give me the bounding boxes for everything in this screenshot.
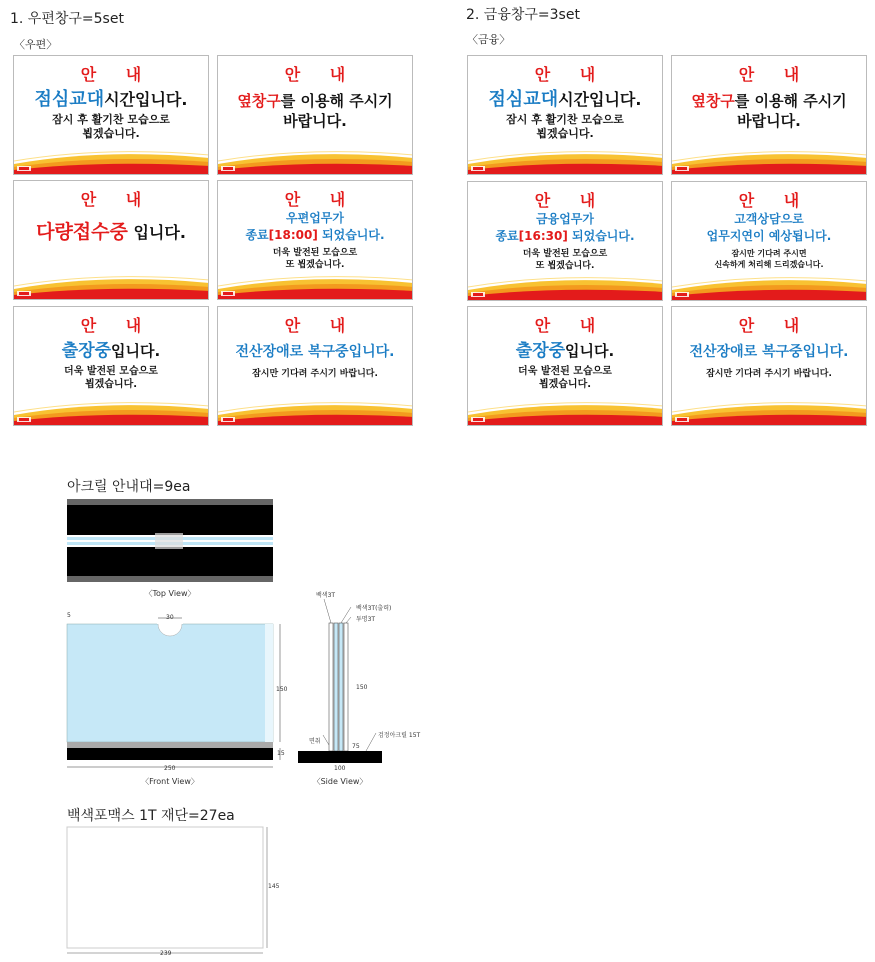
- postal-sign-next-window: [217, 55, 413, 175]
- sign-sub-line: 더욱 발전된 모습으로: [272, 247, 358, 258]
- sign-sub-line: 뵙겠습니다.: [84, 379, 138, 391]
- finance-sign-consultation: [671, 181, 867, 301]
- side-dim-width: 100: [334, 765, 346, 772]
- postal-sign-away: [13, 306, 209, 426]
- sign-main-line: 전산장애로 복구중입니다.: [235, 344, 395, 360]
- sign-footer-swoosh: [468, 150, 662, 174]
- sign-sub-line: 또 뵙겠습니다.: [535, 260, 595, 271]
- finance-sub-label: 〈금융〉: [467, 33, 511, 46]
- sign-heading: 안 내: [534, 316, 608, 335]
- postal-section-title: 1. 우편창구=5set: [10, 11, 124, 27]
- sign-footer-swoosh: [672, 401, 866, 425]
- sign-footer-swoosh: [218, 401, 412, 425]
- sign-main-line: 우편업무가: [286, 211, 344, 225]
- side-label-chamfer: 면취: [309, 738, 321, 745]
- front-dim-height: 150: [276, 686, 288, 693]
- sign-main-line: 옆창구를 이용해 주시기: [691, 92, 847, 110]
- top-view-drawing: [67, 499, 273, 582]
- sign-main-line: 점심교대시간입니다.: [488, 89, 642, 110]
- side-dim-height: 150: [356, 684, 368, 691]
- sign-main-line: 출장중입니다.: [61, 341, 161, 361]
- foamex-dim-width: 239: [160, 950, 172, 957]
- side-view-caption: 〈Side View〉: [312, 777, 368, 786]
- sign-sub-line: 뵙겠습니다.: [536, 127, 594, 141]
- sign-sub-line: 또 뵙겠습니다.: [285, 259, 345, 270]
- sign-footer-swoosh: [14, 275, 208, 299]
- sign-main-line-2: 종료[16:30] 되었습니다.: [495, 228, 635, 243]
- side-label-black-acrylic: 검정아크릴 15T: [378, 732, 421, 739]
- foamex-dim-height: 145: [268, 883, 280, 890]
- finance-sign-next-window: [671, 55, 867, 175]
- sign-heading: 안 내: [80, 316, 154, 335]
- front-view-caption: 〈Front View〉: [141, 777, 199, 786]
- sign-heading: 안 내: [80, 65, 154, 84]
- sign-sub-line: 더욱 발전된 모습으로: [518, 365, 612, 377]
- sign-main-line: 옆창구를 이용해 주시기: [237, 92, 393, 110]
- front-dim-base: 15: [277, 750, 285, 757]
- sign-sub-line: 잠시만 기다려 주시면: [731, 248, 807, 258]
- sign-sub-line: 잠시만 기다려 주시기 바랍니다.: [252, 369, 378, 380]
- postal-sign-system-error: [217, 306, 413, 426]
- sign-main-line-2: 바랍니다.: [737, 112, 801, 131]
- postal-sign-closed: [217, 180, 413, 300]
- foamex-title: 백색포맥스 1T 재단=27ea: [67, 808, 235, 824]
- front-dim-notch: 30: [166, 614, 174, 621]
- sign-main-line-2: 바랍니다.: [283, 112, 347, 131]
- side-label-white: 백색3T: [316, 592, 336, 599]
- finance-sign-away: [467, 306, 663, 426]
- sign-heading: 안 내: [534, 65, 608, 84]
- sign-sub-line: 잠시 후 활기찬 모습으로: [52, 112, 170, 126]
- finance-sign-closed: [467, 181, 663, 301]
- sign-main-line: 금융업무가: [536, 212, 594, 226]
- sign-footer-swoosh: [672, 150, 866, 174]
- sign-heading: 안 내: [284, 190, 358, 209]
- finance-sign-lunch-change: [467, 55, 663, 175]
- side-label-print: 백색3T(출력): [356, 605, 392, 612]
- sign-footer-swoosh: [14, 401, 208, 425]
- front-dim-edge: 5: [67, 612, 71, 619]
- sign-heading: 안 내: [80, 190, 154, 209]
- front-view-drawing: [62, 610, 292, 775]
- postal-sub-label: 〈우편〉: [14, 38, 58, 51]
- sign-footer-swoosh: [468, 401, 662, 425]
- finance-sign-system-error: [671, 306, 867, 426]
- sign-sub-line: 뵙겠습니다.: [82, 127, 140, 141]
- sign-footer-swoosh: [218, 150, 412, 174]
- sign-heading: 안 내: [738, 316, 812, 335]
- sign-footer-swoosh: [672, 276, 866, 300]
- sign-sub-line: 잠시 후 활기찬 모습으로: [506, 112, 624, 126]
- top-view-caption: 〈Top View〉: [144, 589, 196, 598]
- sign-footer-swoosh: [468, 276, 662, 300]
- sign-heading: 안 내: [534, 191, 608, 210]
- sign-sub-line: 신속하게 처리해 드리겠습니다.: [714, 259, 824, 269]
- postal-sign-lunch-change: [13, 55, 209, 175]
- side-dim-base: 75: [352, 743, 360, 750]
- foamex-panel-drawing: [66, 826, 276, 958]
- sign-main-line: 출장중입니다.: [515, 341, 615, 361]
- sign-main-line-2: 종료[18:00] 되었습니다.: [245, 227, 385, 242]
- sign-sub-line: 더욱 발전된 모습으로: [64, 365, 158, 377]
- sign-main-line: 고객상담으로: [734, 212, 804, 226]
- acrylic-title: 아크릴 안내대=9ea: [67, 479, 191, 495]
- postal-sign-bulk-receipt: [13, 180, 209, 300]
- sign-sub-line: 뵙겠습니다.: [538, 379, 592, 391]
- side-label-clear: 투명3T: [356, 616, 376, 623]
- sign-main-line: 전산장애로 복구중입니다.: [689, 344, 849, 360]
- sign-main-line: 점심교대시간입니다.: [34, 89, 188, 110]
- sign-heading: 안 내: [738, 65, 812, 84]
- sign-footer-swoosh: [218, 275, 412, 299]
- sign-footer-swoosh: [14, 150, 208, 174]
- sign-sub-line: 더욱 발전된 모습으로: [522, 248, 608, 259]
- front-dim-width: 250: [164, 765, 176, 772]
- sign-heading: 안 내: [284, 65, 358, 84]
- sign-main-line-2: 업무지연이 예상됩니다.: [706, 228, 832, 243]
- sign-sub-line: 잠시만 기다려 주시기 바랍니다.: [706, 369, 832, 380]
- sign-heading: 안 내: [738, 191, 812, 210]
- finance-section-title: 2. 금융창구=3set: [466, 7, 580, 23]
- sign-main-line: 다량접수중 입니다.: [36, 221, 186, 243]
- sign-heading: 안 내: [284, 316, 358, 335]
